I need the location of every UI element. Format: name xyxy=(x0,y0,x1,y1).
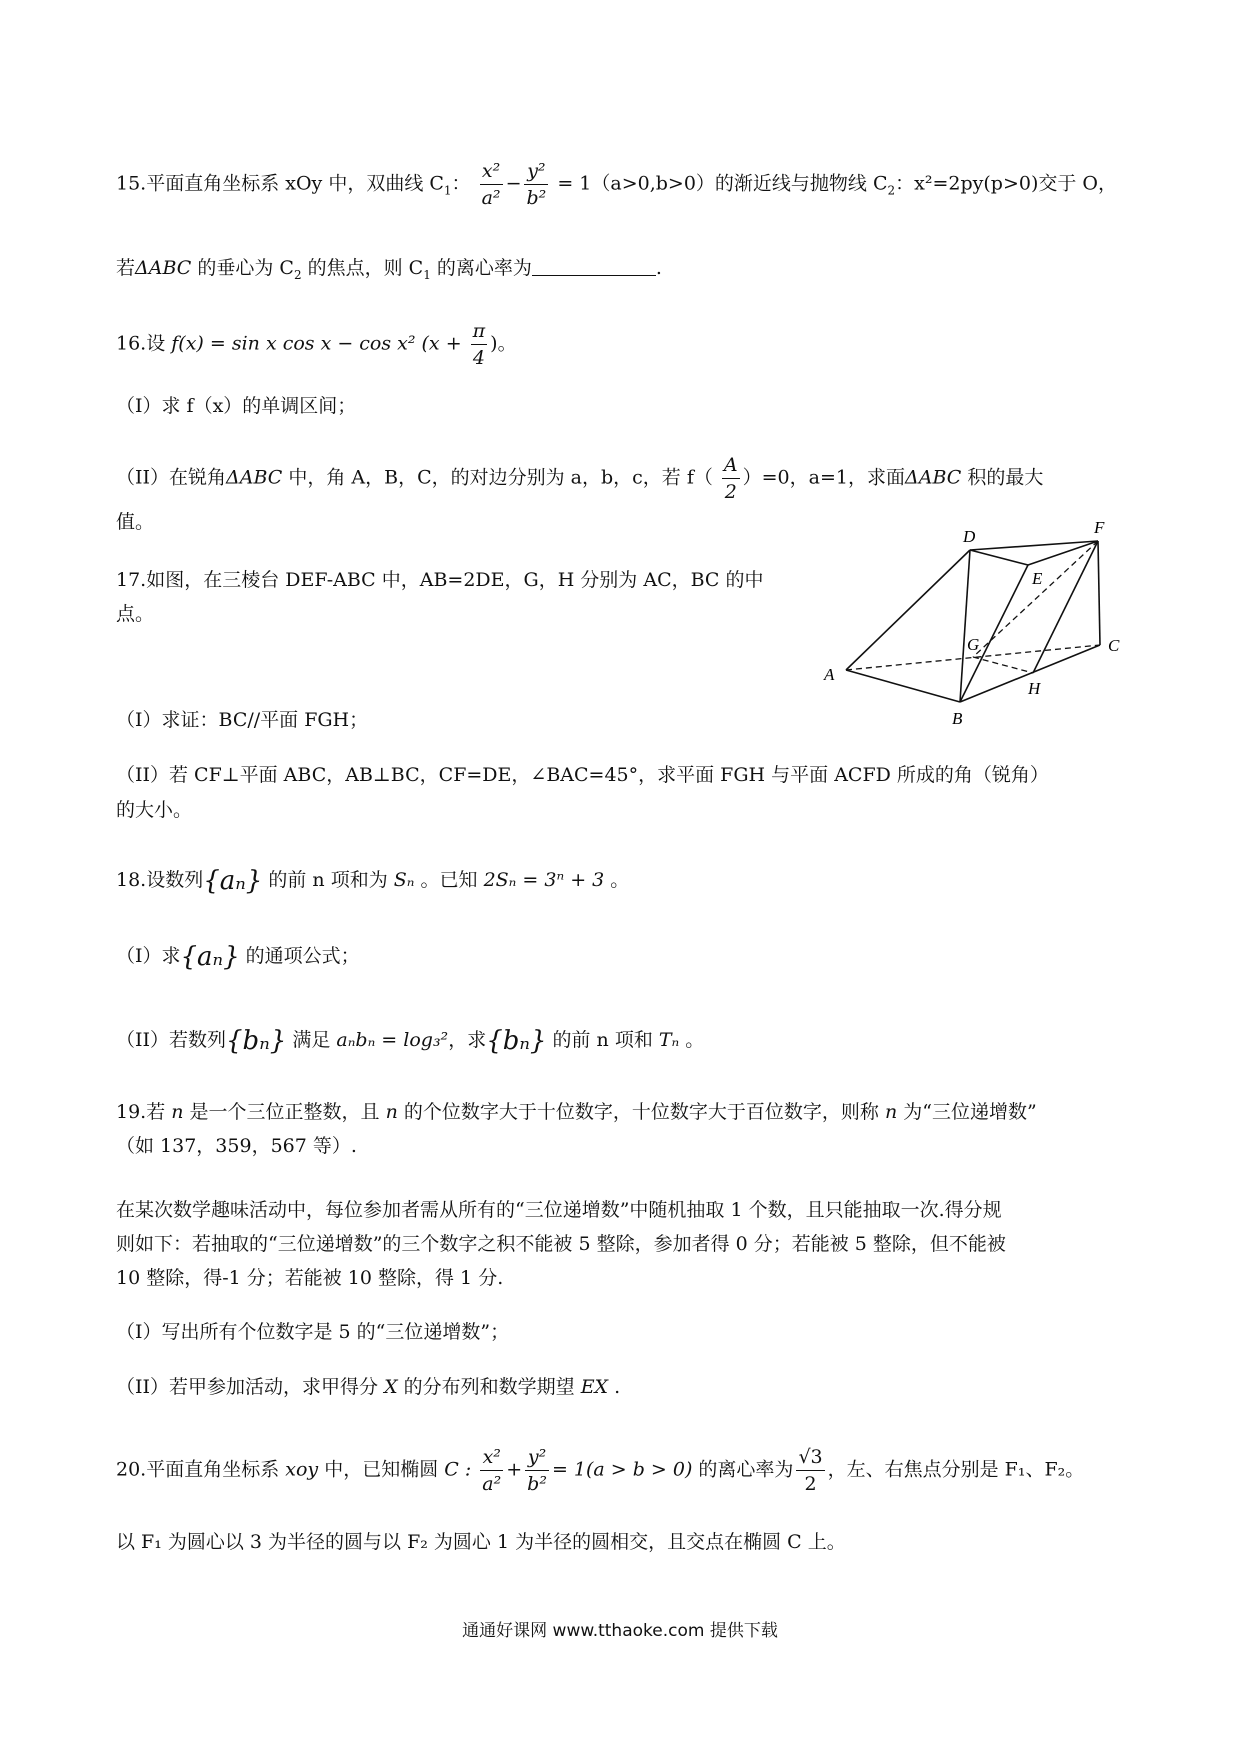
q17-line2: 点。 xyxy=(116,603,155,625)
q19-line1 xyxy=(116,1098,1037,1126)
q16-p2-tri2: ΔABC xyxy=(905,466,962,489)
label-C: C xyxy=(1108,636,1120,655)
q19-n3: n xyxy=(884,1101,898,1123)
q20-plus: + xyxy=(506,1458,523,1481)
q15-sub4: 1 xyxy=(423,267,431,282)
label-F: F xyxy=(1094,520,1105,537)
label-D: D xyxy=(963,527,976,546)
q16-p2-mid2: ）=0，a=1，求面 xyxy=(742,466,905,489)
q15-line1 xyxy=(116,158,1117,211)
q20-pre: 20.平面直角坐标系 xyxy=(116,1458,286,1481)
q16-pre: 16.设 xyxy=(116,332,172,355)
q18-Tn: Tₙ xyxy=(658,1029,680,1051)
q19-EX: EX xyxy=(580,1376,609,1398)
q18-p2-mid3: 的前 n 项和 xyxy=(546,1029,659,1051)
q18-p1-post: 的通项公式； xyxy=(239,945,360,967)
q18-Sn: Sₙ xyxy=(393,869,415,891)
q19-pre: 19.若 xyxy=(116,1101,172,1123)
label-H: H xyxy=(1028,679,1041,698)
label-A: A xyxy=(824,665,835,684)
q18-formula: 2Sₙ = 3ⁿ + 3 xyxy=(483,869,605,891)
q16-frac: $\frac{\pi}{4}$ xyxy=(472,320,486,369)
q18-p2-mid2: ，求 xyxy=(448,1029,487,1051)
q19-part2 xyxy=(116,1373,620,1401)
q20-eq: = 1(a > b > 0) xyxy=(551,1458,693,1481)
q16-func: f(x) = sin x cos x − cos x² (x + xyxy=(171,332,462,355)
q20-frac-e: $\frac{√3}{2}$ xyxy=(798,1446,823,1495)
q15-line2 xyxy=(116,254,662,289)
q20-C: C : xyxy=(444,1458,472,1481)
q16-post: )。 xyxy=(490,332,517,355)
q19-part1: （I）写出所有个位数字是 5 的“三位递增数”； xyxy=(116,1321,510,1343)
q17-line1: 17.如图，在三棱台 DEF-ABC 中，AB=2DE，G，H 分别为 AC，BC 的中 xyxy=(116,569,764,591)
q15-l2-post: 的离心率为 xyxy=(430,257,532,279)
q18-mid2: 。已知 xyxy=(414,869,484,891)
label-G: G xyxy=(967,635,980,654)
q20-xoy: xoy xyxy=(285,1458,319,1481)
label-B: B xyxy=(952,709,963,728)
q15-minus: − xyxy=(505,172,522,195)
q18-line1 xyxy=(116,866,629,895)
q20-line1 xyxy=(116,1444,1084,1497)
q18-p2-formula: aₙbₙ = log₃² xyxy=(336,1029,449,1051)
q19-line2: （如 137，359，567 等）. xyxy=(116,1135,357,1157)
q18-p2-mid: 满足 xyxy=(286,1029,337,1051)
q15-triangle: ΔABC xyxy=(135,257,192,279)
q17-part2-line1: （II）若 CF⊥平面 ABC，AB⊥BC，CF=DE，∠BAC=45°，求平面 FGH 与平面 ACFD 所成的角（锐角） xyxy=(116,764,1049,786)
q20-post: ，左、右焦点分别是 F₁、F₂。 xyxy=(827,1458,1085,1481)
q19-post: 为“三位递增数” xyxy=(897,1101,1037,1123)
q16-p2-pre: （II）在锐角 xyxy=(116,466,227,489)
q18-pre: 18.设数列 xyxy=(116,869,204,891)
q16-p2-post: 积的最大 xyxy=(961,466,1044,489)
q16-part2-line2: 值。 xyxy=(116,511,155,533)
q17-part2-line2: 的大小。 xyxy=(116,799,193,821)
q17-part1: （I）求证：BC//平面 FGH； xyxy=(116,709,369,731)
q15-sub: 1 xyxy=(443,183,452,198)
q18-post: 。 xyxy=(604,869,630,891)
q15-l2-mid2: 的焦点，则 C xyxy=(301,257,424,279)
q19-p2-mid: 的分布列和数学期望 xyxy=(397,1376,581,1398)
q18-mid: 的前 n 项和为 xyxy=(262,869,394,891)
q18-p2-seq-b: {bₙ} xyxy=(226,1026,287,1056)
q19-p2-pre: （II）若甲参加活动，求甲得分 xyxy=(116,1376,385,1398)
q18-p1-pre: （I）求 xyxy=(116,945,181,967)
q18-p2-post: 。 xyxy=(679,1029,705,1051)
q19-para3: 10 整除，得-1 分；若能被 10 整除，得 1 分. xyxy=(116,1267,504,1289)
q19-p2-post: . xyxy=(608,1376,621,1398)
q15-frac-x: $\frac{\text{x²}}{\text{a²}}$ xyxy=(481,160,501,209)
q18-p2-pre: （II）若数列 xyxy=(116,1029,227,1051)
q19-n2: n xyxy=(385,1101,398,1123)
q15-frac-y: $\frac{\text{y²}}{\text{b²}}$ xyxy=(526,160,547,209)
q16-part2 xyxy=(116,452,1043,505)
q15-sub3: 2 xyxy=(293,267,302,282)
q19-X: X xyxy=(384,1376,398,1398)
q15-l2-mid: 的垂心为 C xyxy=(191,257,294,279)
q15-post: ：x²=2py(p>0)交于 O， xyxy=(895,172,1117,195)
q19-mid2: 的个位数字大于十位数字，十位数字大于百位数字，则称 xyxy=(397,1101,885,1123)
answer-blank xyxy=(532,257,656,276)
q20-mid: 中，已知椭圆 xyxy=(318,1458,445,1481)
q15-text: 15.平面直角坐标系 xOy 中，双曲线 C xyxy=(116,172,444,195)
q16-p2-mid: 中，角 A，B，C，的对边分别为 a，b，c，若 f（ xyxy=(282,466,713,489)
q15-l2-pre: 若 xyxy=(116,257,136,279)
frustum-figure xyxy=(820,520,1150,735)
q20-mid2: 的离心率为 xyxy=(692,1458,794,1481)
q18-part1 xyxy=(116,942,360,971)
q16-p2-frac: $\frac{A}{2}$ xyxy=(723,454,738,503)
q18-p1-seq: {aₙ} xyxy=(180,942,240,972)
q20-frac-x: $\frac{\text{x²}}{\text{a²}}$ xyxy=(482,1446,502,1495)
q19-n1: n xyxy=(171,1101,184,1123)
q18-part2 xyxy=(116,1026,704,1055)
q15-colon: ： xyxy=(451,172,471,195)
q16-part1: （I）求 f（x）的单调区间； xyxy=(116,395,357,417)
q16-line1 xyxy=(116,318,517,371)
label-E: E xyxy=(1032,569,1043,588)
q20-line2: 以 F₁ 为圆心以 3 为半径的圆与以 F₂ 为圆心 1 为半径的圆相交，且交点在椭圆 C 上。 xyxy=(116,1531,846,1553)
q20-frac-y: $\frac{\text{y²}}{\text{b²}}$ xyxy=(527,1446,547,1495)
q18-seq-a: {aₙ} xyxy=(203,866,263,896)
footer: 通通好课网 www.tthaoke.com 提供下载 xyxy=(462,1621,778,1641)
q19-para1: 在某次数学趣味活动中，每位参加者需从所有的“三位递增数”中随机抽取 1 个数，且只能抽取一次.得分规 xyxy=(116,1199,1002,1221)
q19-para2: 则如下：若抽取的“三位递增数”的三个数字之积不能被 5 整除，参加者得 0 分；若能被 5 整除，但不能被 xyxy=(116,1233,1006,1255)
q15-sub2: 2 xyxy=(887,183,896,198)
q18-p2-seq-b2: {bₙ} xyxy=(486,1026,547,1056)
q19-mid: 是一个三位正整数，且 xyxy=(183,1101,386,1123)
q16-p2-tri: ΔABC xyxy=(226,466,283,489)
q15-l2-end: . xyxy=(655,257,662,279)
q15-eq: = 1（a>0,b>0）的渐近线与抛物线 C xyxy=(557,172,888,195)
